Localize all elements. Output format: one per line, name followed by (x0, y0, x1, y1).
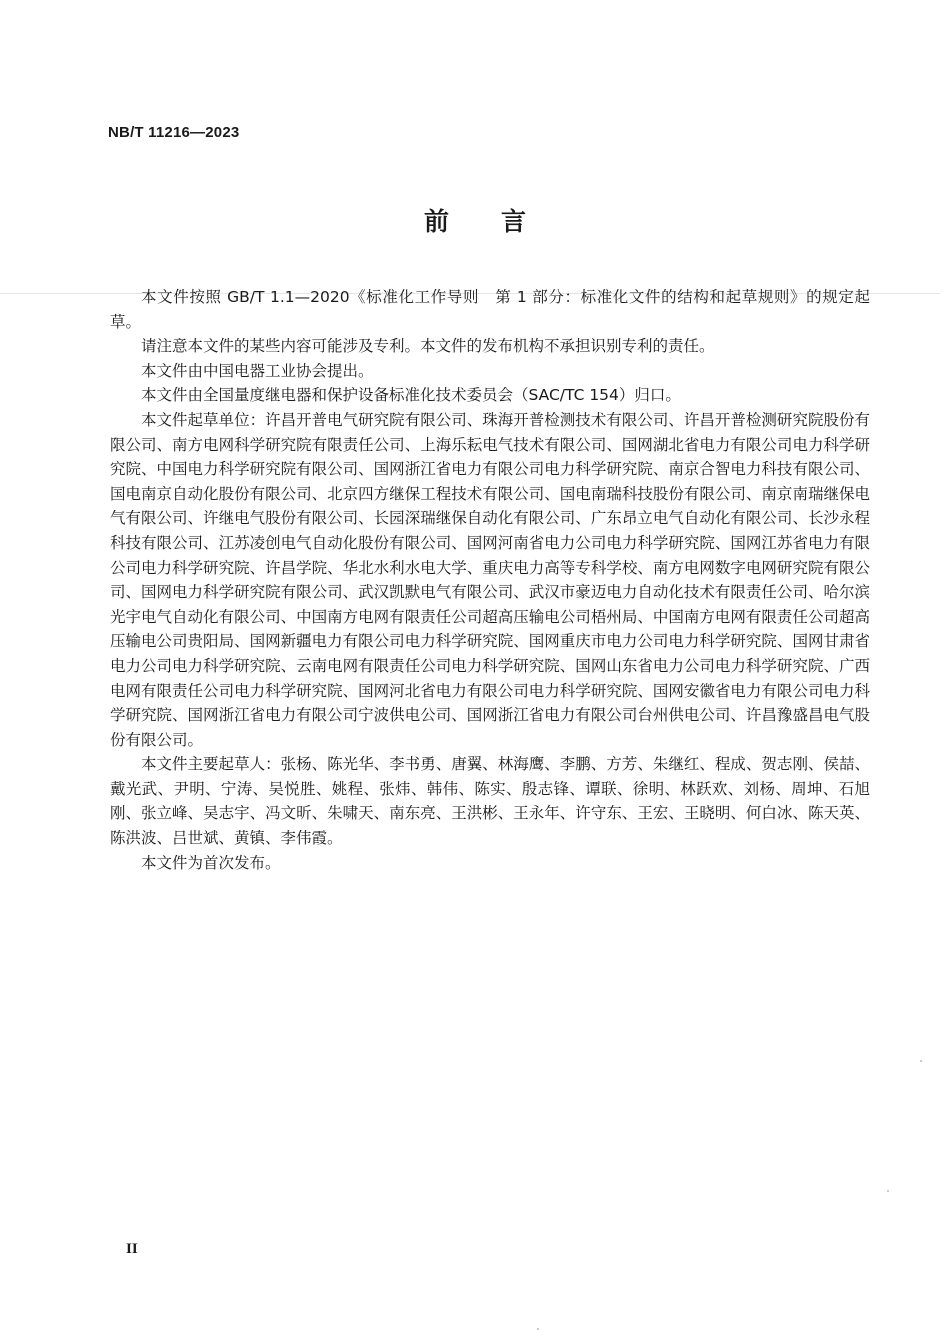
paragraph-drafters: 本文件主要起草人：张杨、陈光华、李书勇、唐翼、林海鹰、李鹏、方芳、朱继红、程成、贺志刚、侯喆、戴光武、尹明、宁涛、吴悦胜、姚程、张炜、韩伟、陈实、殷志锋、谭联、徐明、林跃欢、刘杨、周坤、石旭刚、张立峰、吴志宇、冯文昕、朱啸天、南东亮、王洪彬、王永年、许守东、王宏、王晓明、何白冰、陈天英、陈洪波、吕世斌、黄镇、李伟霞。 (110, 755, 870, 848)
scan-speck (920, 1060, 922, 1062)
page-title: 前言 (423, 207, 578, 236)
scan-speck (537, 1328, 539, 1330)
page-number: II (126, 1241, 138, 1257)
paragraph-proposer: 本文件由中国电器工业协会提出。 (141, 361, 374, 380)
scan-speck (887, 1190, 889, 1192)
paragraph-technical-committee: 本文件由全国量度继电器和保护设备标准化技术委员会（SAC/TC 154）归口。 (141, 386, 681, 405)
paragraph-first-release: 本文件为首次发布。 (141, 853, 281, 872)
document-code: NB/T 11216—2023 (108, 124, 240, 141)
paragraph-patent-notice: 请注意本文件的某些内容可能涉及专利。本文件的发布机构不承担识别专利的责任。 (141, 337, 715, 356)
paragraph-drafting-rules: 本文件按照 GB/T 1.1—2020《标准化工作导则 第 1 部分：标准化文件的结构和起草规则》的规定起草。 (110, 288, 870, 331)
foreword-body (110, 285, 870, 875)
paragraph-drafting-organizations: 本文件起草单位：许昌开普电气研究院有限公司、珠海开普检测技术有限公司、许昌开普检测研究院股份有限公司、南方电网科学研究院有限责任公司、上海乐耘电气技术有限公司、国网湖北省电力有限公司电力科学研究院、中国电力科学研究院有限公司、国网浙江省电力有限公司电力科学研究院、南京合智电力科技有限公司、国电南京自动化股份有限公司、北京四方继保工程技术有限公司、国电南瑞科技股份有限公司、南京南瑞继保电气有限公司、许继电气股份有限公司、长园深瑞继保自动化有限公司、广东昂立电气自动化有限公司、长沙永程科技有限公司、江苏凌创电气自动化股份有限公司、国网河南省电力公司电力科学研究院、国网江苏省电力有限公司电力科学研究院、许昌学院、华北水利水电大学、重庆电力高等专科学校、南方电网数字电网研究院有限公司、国网电力科学研究院有限公司、武汉凯默电气有限公司、武汉市豪迈电力自动化技术有限责任公司、哈尔滨光宇电气自动化有限公司、中国南方电网有限责任公司超高压输电公司梧州局、中国南方电网有限责任公司超高压输电公司贵阳局、国网新疆电力有限公司电力科学研究院、国网重庆市电力公司电力科学研究院、国网甘肃省电力公司电力科学研究院、云南电网有限责任公司电力科学研究院、国网山东省电力公司电力科学研究院、广西电网有限责任公司电力科学研究院、国网河北省电力有限公司电力科学研究院、国网安徽省电力有限公司电力科学研究院、国网浙江省电力有限公司宁波供电公司、国网浙江省电力有限公司台州供电公司、许昌豫盛昌电气股份有限公司。 (110, 410, 870, 749)
